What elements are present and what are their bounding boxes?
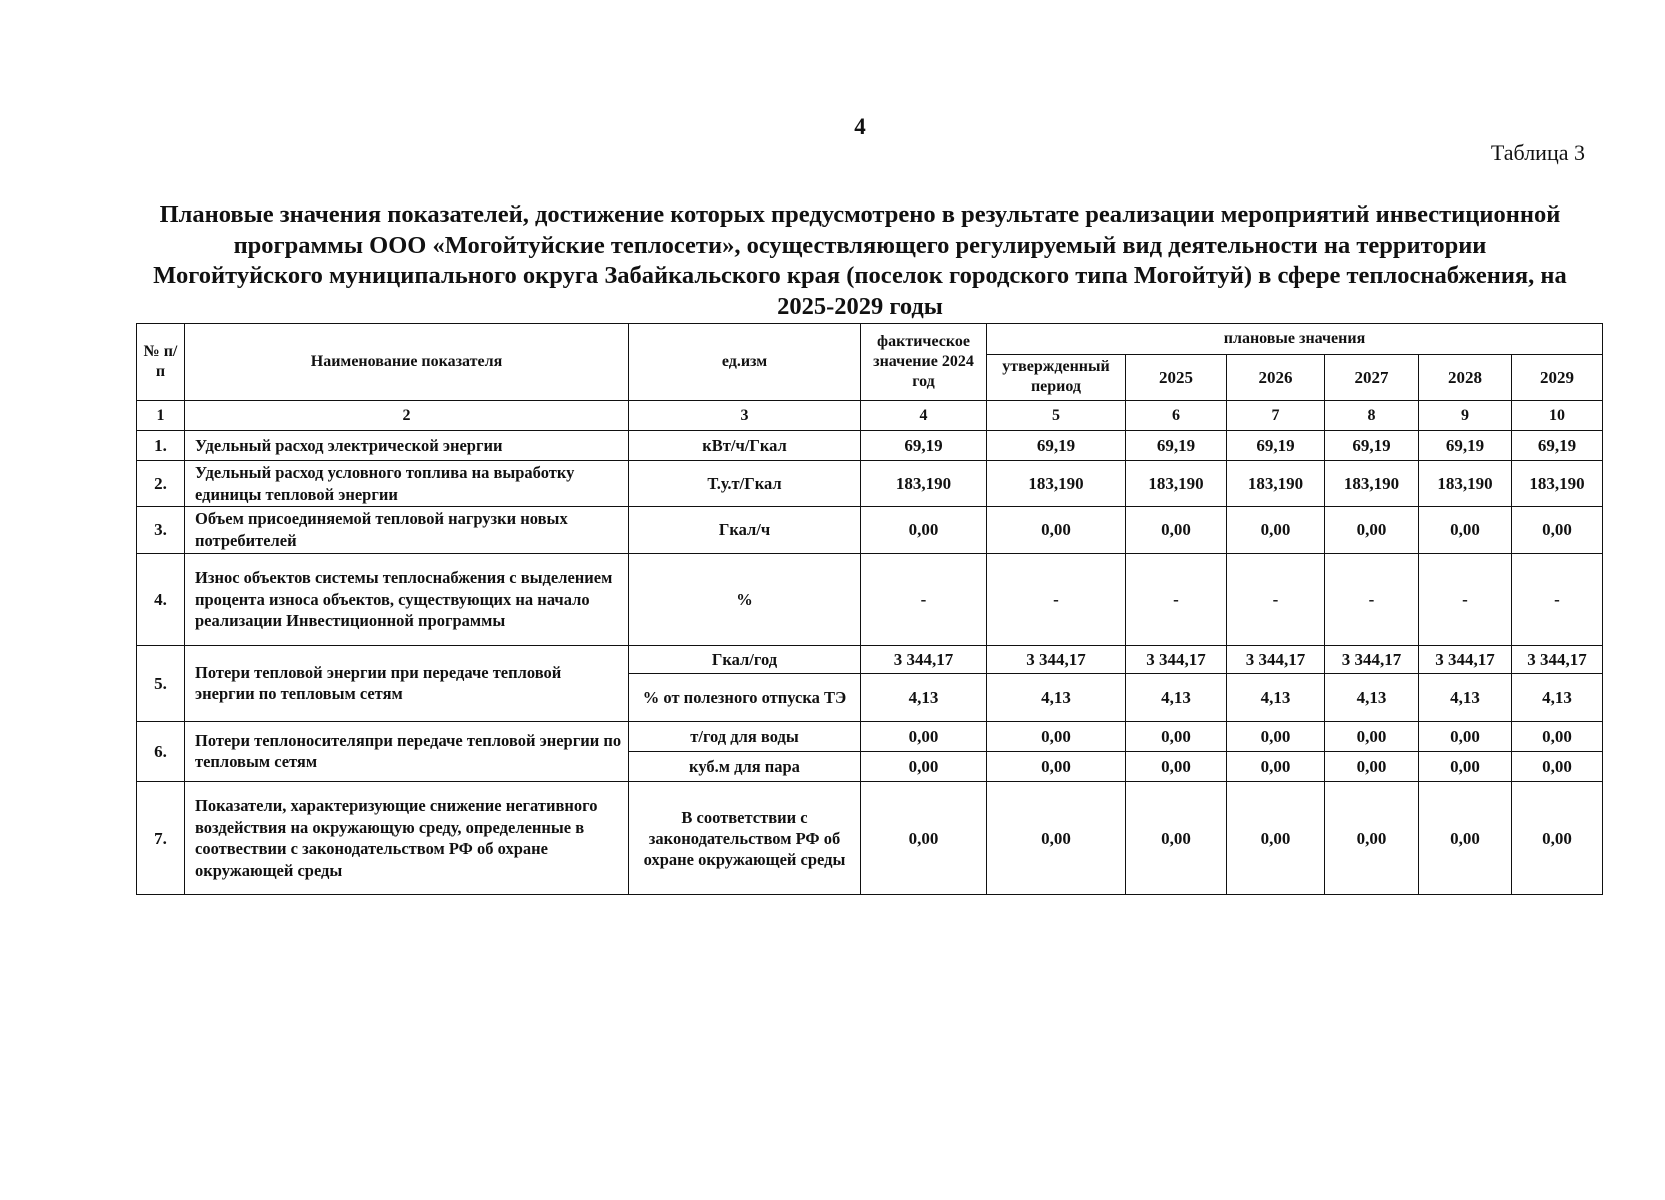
value-cell: - (1512, 553, 1603, 646)
row-number: 1. (137, 430, 185, 460)
value-cell: 0,00 (1512, 751, 1603, 781)
value-cell: 4,13 (861, 674, 987, 721)
value-cell: 3 344,17 (1512, 646, 1603, 674)
unit-cell: % (629, 553, 861, 646)
unit-cell: Гкал/год (629, 646, 861, 674)
table-row (137, 507, 1603, 553)
indicator-name: Объем присоединяемой тепловой нагрузки новых потребителей (185, 507, 629, 553)
value-cell: 0,00 (987, 751, 1126, 781)
value-cell: 0,00 (1512, 721, 1603, 751)
value-cell: 3 344,17 (987, 646, 1126, 674)
unit-cell: т/год для воды (629, 721, 861, 751)
value-cell: - (1227, 553, 1325, 646)
value-cell: - (861, 553, 987, 646)
header-actual: фактическое значение 2024 год (861, 324, 987, 401)
value-cell: 0,00 (861, 721, 987, 751)
indicators-table (136, 323, 1603, 895)
value-cell: 0,00 (861, 751, 987, 781)
value-cell: 0,00 (1227, 782, 1325, 895)
value-cell: 3 344,17 (1325, 646, 1419, 674)
value-cell: 183,190 (1512, 460, 1603, 506)
value-cell: 4,13 (1227, 674, 1325, 721)
value-cell: 69,19 (861, 430, 987, 460)
column-number-row (137, 400, 1603, 430)
column-number: 6 (1126, 400, 1227, 430)
value-cell: 0,00 (861, 782, 987, 895)
header-approved-period: утвержденный период (987, 355, 1126, 400)
value-cell: 0,00 (1419, 507, 1512, 553)
value-cell: 0,00 (1126, 721, 1227, 751)
indicator-name: Удельный расход условного топлива на выработку единицы тепловой энергии (185, 460, 629, 506)
value-cell: 0,00 (1512, 507, 1603, 553)
row-number: 5. (137, 646, 185, 722)
value-cell: 183,190 (1227, 460, 1325, 506)
table-row (137, 553, 1603, 646)
table-caption: Таблица 3 (1490, 140, 1585, 165)
value-cell: 3 344,17 (1126, 646, 1227, 674)
indicator-name: Показатели, характеризующие снижение негативного воздействия на окружающую среду, определенные в соотвествии с законодательством РФ об охране окружающей среды (185, 782, 629, 895)
value-cell: 183,190 (1325, 460, 1419, 506)
indicator-name: Удельный расход электрической энергии (185, 430, 629, 460)
value-cell: 69,19 (987, 430, 1126, 460)
value-cell: 3 344,17 (1227, 646, 1325, 674)
column-number: 9 (1419, 400, 1512, 430)
column-number: 5 (987, 400, 1126, 430)
value-cell: 4,13 (1419, 674, 1512, 721)
row-number: 7. (137, 782, 185, 895)
document-title: Плановые значения показателей, достижение которых предусмотрено в результате реализации мероприятий инвестиционной программы ООО «Могойтуйские теплосети», осуществляющего регулируемый вид деятельности на территории Могойтуйского муниципального округа Забайкальского края (поселок городского типа Могойтуй) в сфере теплоснабжения, на 2025-2029 годы (153, 201, 1567, 320)
value-cell: 183,190 (861, 460, 987, 506)
indicator-name: Потери тепловой энергии при передаче тепловой энергии по тепловым сетям (185, 646, 629, 722)
value-cell: 0,00 (1325, 721, 1419, 751)
value-cell: 0,00 (1325, 751, 1419, 781)
value-cell: 3 344,17 (861, 646, 987, 674)
header-name: Наименование показателя (185, 324, 629, 401)
value-cell: 0,00 (987, 782, 1126, 895)
value-cell: 183,190 (987, 460, 1126, 506)
table-row (137, 646, 1603, 674)
value-cell: 183,190 (1126, 460, 1227, 506)
row-number: 2. (137, 460, 185, 506)
value-cell: - (1325, 553, 1419, 646)
value-cell: 4,13 (1126, 674, 1227, 721)
value-cell: 0,00 (1227, 507, 1325, 553)
header-year: 2026 (1227, 355, 1325, 400)
header-year: 2027 (1325, 355, 1419, 400)
column-number: 4 (861, 400, 987, 430)
value-cell: 0,00 (1325, 507, 1419, 553)
value-cell: - (1419, 553, 1512, 646)
value-cell: 4,13 (1325, 674, 1419, 721)
value-cell: 0,00 (987, 507, 1126, 553)
header-year: 2025 (1126, 355, 1227, 400)
value-cell: - (987, 553, 1126, 646)
value-cell: 69,19 (1325, 430, 1419, 460)
header-unit: ед.изм (629, 324, 861, 401)
value-cell: 0,00 (987, 721, 1126, 751)
value-cell: 69,19 (1512, 430, 1603, 460)
value-cell: 0,00 (1419, 721, 1512, 751)
value-cell: 0,00 (1227, 721, 1325, 751)
table-row (137, 460, 1603, 506)
row-number: 6. (137, 721, 185, 781)
indicator-name: Потери теплоносителяпри передаче тепловой энергии по тепловым сетям (185, 721, 629, 781)
table-row (137, 782, 1603, 895)
header-no: № п/ п (137, 324, 185, 401)
column-number: 1 (137, 400, 185, 430)
value-cell: 183,190 (1419, 460, 1512, 506)
column-number: 3 (629, 400, 861, 430)
value-cell: 0,00 (1126, 782, 1227, 895)
value-cell: 3 344,17 (1419, 646, 1512, 674)
page-number: 4 (854, 114, 866, 139)
value-cell: - (1126, 553, 1227, 646)
value-cell: 0,00 (1325, 782, 1419, 895)
table-row (137, 721, 1603, 751)
value-cell: 0,00 (1126, 507, 1227, 553)
column-number: 7 (1227, 400, 1325, 430)
value-cell: 0,00 (861, 507, 987, 553)
value-cell: 0,00 (1419, 782, 1512, 895)
column-number: 10 (1512, 400, 1603, 430)
value-cell: 0,00 (1227, 751, 1325, 781)
table-row (137, 430, 1603, 460)
value-cell: 69,19 (1126, 430, 1227, 460)
row-number: 4. (137, 553, 185, 646)
unit-cell: Гкал/ч (629, 507, 861, 553)
value-cell: 4,13 (987, 674, 1126, 721)
row-number: 3. (137, 507, 185, 553)
header-planned: плановые значения (987, 324, 1603, 355)
unit-cell: куб.м для пара (629, 751, 861, 781)
header-year: 2029 (1512, 355, 1603, 400)
unit-cell: кВт/ч/Гкал (629, 430, 861, 460)
value-cell: 0,00 (1512, 782, 1603, 895)
unit-cell: В соответствии с законодательством РФ об охране окружающей среды (629, 782, 861, 895)
column-number: 8 (1325, 400, 1419, 430)
header-row (137, 324, 1603, 355)
header-year: 2028 (1419, 355, 1512, 400)
unit-cell: Т.у.т/Гкал (629, 460, 861, 506)
value-cell: 4,13 (1512, 674, 1603, 721)
value-cell: 69,19 (1227, 430, 1325, 460)
unit-cell: % от полезного отпуска ТЭ (629, 674, 861, 721)
column-number: 2 (185, 400, 629, 430)
indicator-name: Износ объектов системы теплоснабжения с выделением процента износа объектов, существующих на начало реализации Инвестиционной программы (185, 553, 629, 646)
value-cell: 69,19 (1419, 430, 1512, 460)
value-cell: 0,00 (1419, 751, 1512, 781)
value-cell: 0,00 (1126, 751, 1227, 781)
